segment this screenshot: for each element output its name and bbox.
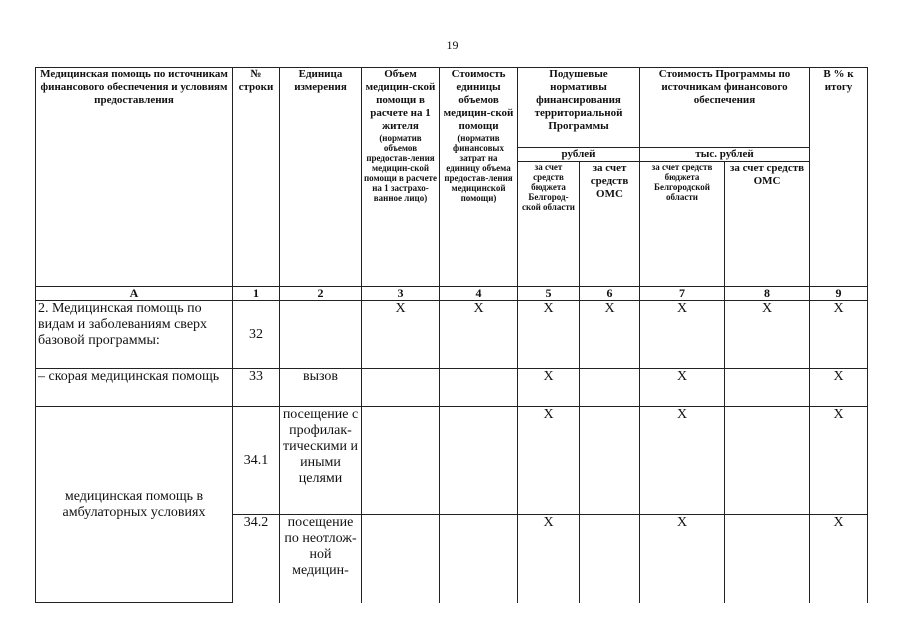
header-col-3-main: Объем медицин-ской помощи в расчете на 1 жителя xyxy=(365,68,436,132)
header-col-2: Единица измерения xyxy=(280,68,362,287)
header-col-7: за счет средств бюджета Белгородской области xyxy=(640,162,725,287)
column-number: 4 xyxy=(440,287,518,301)
column-number: 8 xyxy=(725,287,810,301)
header-col-9: В % к итогу xyxy=(810,68,868,287)
row-line-number: 34.2 xyxy=(233,515,280,603)
row-line-number: 34.1 xyxy=(233,407,280,515)
row-value: X xyxy=(518,407,580,515)
row-value xyxy=(725,407,810,515)
row-line-number: 33 xyxy=(233,369,280,407)
row-unit: вызов xyxy=(280,369,362,407)
header-col-8: за счет средств ОМС xyxy=(725,162,810,287)
financing-table xyxy=(35,67,868,603)
header-unit-rubles: рублей xyxy=(518,148,640,162)
row-value: X xyxy=(810,407,868,515)
row-value xyxy=(725,515,810,603)
row-value xyxy=(440,407,518,515)
row-value: X xyxy=(640,407,725,515)
column-number: 7 xyxy=(640,287,725,301)
column-number: 6 xyxy=(580,287,640,301)
column-number: 3 xyxy=(362,287,440,301)
row-unit: посещение по неотлож-ной медицин- xyxy=(280,515,362,603)
row-value xyxy=(362,515,440,603)
header-unit-thousand-rubles: тыс. рублей xyxy=(640,148,810,162)
table-row xyxy=(36,369,868,407)
row-value: X xyxy=(580,301,640,369)
row-unit xyxy=(280,301,362,369)
row-value: X xyxy=(640,515,725,603)
row-value xyxy=(580,369,640,407)
header-col-3-sub: (норматив объемов предостав-ления медицин-ской помощи в расчете на 1 застрахо-ванное лицо) xyxy=(364,133,437,203)
row-value xyxy=(580,515,640,603)
header-program-cost-group: Стоимость Программы по источникам финансового обеспечения xyxy=(640,68,810,148)
row-value: X xyxy=(810,515,868,603)
row-value: X xyxy=(518,369,580,407)
header-col-4-sub: (норматив финансовых затрат на единицу объема предостав-ления медицинской помощи) xyxy=(444,133,513,203)
header-col-1: № строки xyxy=(233,68,280,287)
row-value xyxy=(362,407,440,515)
header-col-4-main: Стоимость единицы объемов медицин-ской помощи xyxy=(443,68,514,132)
row-value xyxy=(440,369,518,407)
header-col-3 xyxy=(362,68,440,287)
row-line-number: 32 xyxy=(233,301,280,369)
row-value: X xyxy=(518,301,580,369)
row-value: X xyxy=(640,301,725,369)
row-value: X xyxy=(640,369,725,407)
row-value: X xyxy=(810,369,868,407)
header-per-capita-group: Подушевые нормативы финансирования территориальной Программы xyxy=(518,68,640,148)
row-value xyxy=(580,407,640,515)
row-value: X xyxy=(725,301,810,369)
header-col-4 xyxy=(440,68,518,287)
row-value: X xyxy=(518,515,580,603)
row-value: X xyxy=(810,301,868,369)
column-number: 2 xyxy=(280,287,362,301)
column-number: 5 xyxy=(518,287,580,301)
page-number: 19 xyxy=(446,38,459,52)
row-unit: посещение с профилак-тическими и иными целями xyxy=(280,407,362,515)
header-col-5: за счет средств бюджета Белгород-ской области xyxy=(518,162,580,287)
row-label: – скорая медицинская помощь xyxy=(36,369,233,407)
column-number: А xyxy=(36,287,233,301)
row-value xyxy=(725,369,810,407)
row-value xyxy=(440,515,518,603)
header-col-a: Медицинская помощь по источникам финансового обеспечения и условиям предоставления xyxy=(36,68,233,287)
row-value xyxy=(362,369,440,407)
row-value: X xyxy=(440,301,518,369)
column-number: 9 xyxy=(810,287,868,301)
table-row xyxy=(36,407,868,515)
header-col-6: за счет средств ОМС xyxy=(580,162,640,287)
row-label: 2. Медицинская помощь по видам и заболеваниям сверх базовой программы: xyxy=(36,301,233,369)
column-number-row xyxy=(36,287,868,301)
row-label: медицинская помощь в амбулаторных условиях xyxy=(36,407,233,603)
column-number: 1 xyxy=(233,287,280,301)
row-value: X xyxy=(362,301,440,369)
table-row xyxy=(36,301,868,369)
